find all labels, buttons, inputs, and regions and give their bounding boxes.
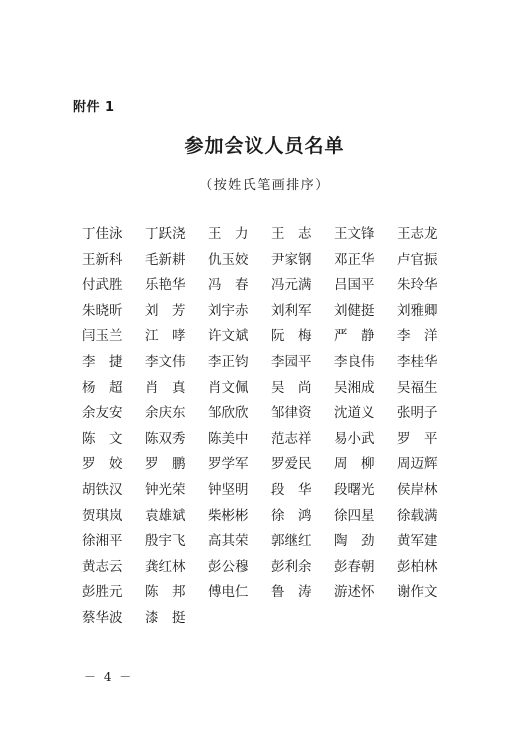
attendee-name: 许文斌: [208, 328, 249, 345]
attendee-name: 冯元满: [271, 277, 312, 294]
attendee-name: 彭公穆: [208, 558, 249, 575]
attendee-name: 张明子: [397, 405, 438, 422]
attendee-name: 罗 平: [397, 430, 438, 447]
attendee-name: 刘雅卿: [397, 302, 438, 319]
attendee-name: 陈双秀: [145, 430, 186, 447]
attendee-name: 吴 尚: [271, 379, 312, 396]
attendee-name: 肖 真: [145, 379, 186, 396]
attendee-name: 殷宇飞: [145, 533, 186, 550]
attendee-name: 胡铁汉: [82, 481, 123, 498]
attendee-name: 陶 劲: [334, 533, 375, 550]
attendee-name: 段 华: [271, 481, 312, 498]
attendee-name: 李良伟: [334, 353, 375, 370]
attendee-name: 李 洋: [397, 328, 438, 345]
attendee-name: 仇玉姣: [208, 251, 249, 268]
attendee-name: 袁雄斌: [145, 507, 186, 524]
attendee-name: 彭柏林: [397, 558, 438, 575]
attendee-name: 柴彬彬: [208, 507, 249, 524]
attendee-name: 杨 超: [82, 379, 123, 396]
attendee-name: 徐载满: [397, 507, 438, 524]
attendee-name: 王志龙: [397, 226, 438, 242]
attendee-name: 钟坚明: [208, 481, 249, 498]
attendee-name: 刘 芳: [145, 302, 186, 319]
attendee-name: 邹欣欣: [208, 405, 249, 422]
attendee-name: 黄军建: [397, 533, 438, 550]
attendee-name: 沈道义: [334, 405, 375, 422]
attendee-name: 毛新耕: [145, 251, 186, 268]
attendee-name: 徐四星: [334, 507, 375, 524]
attendee-name: 周迈辉: [397, 456, 438, 473]
attendee-name: 江 哮: [145, 328, 186, 345]
attendee-name: 李桂华: [397, 353, 438, 370]
attendee-name: 肖文佩: [208, 379, 249, 396]
attendee-name: 范志祥: [271, 430, 312, 447]
attendee-name: 陈 文: [82, 430, 123, 447]
attendee-name: 王 力: [208, 226, 249, 242]
attendee-name: 陈 邦: [145, 584, 186, 601]
attendee-name: 陈美中: [208, 430, 249, 447]
attendee-name: 漆 挺: [145, 609, 186, 626]
attendee-name: 徐湘平: [82, 533, 123, 550]
attendee-name: 罗爱民: [271, 456, 312, 473]
attendee-name: 黄志云: [82, 558, 123, 575]
attendee-name: 丁跃浇: [145, 226, 186, 242]
document-subtitle: （按姓氏笔画排序）: [199, 178, 330, 193]
attendee-name: 吴福生: [397, 379, 438, 396]
attendee-name: 朱晓昕: [82, 302, 123, 319]
attendee-name: 王新科: [82, 251, 123, 268]
attendee-name: 邹律资: [271, 405, 312, 422]
document-title: 参加会议人员名单: [184, 135, 345, 157]
attendee-name: 付武胜: [82, 277, 123, 294]
attendee-name: 邓正华: [334, 251, 375, 268]
attendee-name: 彭利余: [271, 558, 312, 575]
attendee-name: 傅电仁: [208, 584, 249, 601]
attendee-name: 谢作文: [397, 584, 438, 601]
attendee-name: 徐 鸿: [271, 507, 312, 524]
attendee-name: 王 志: [271, 226, 312, 242]
attendee-name: 彭春朝: [334, 558, 375, 575]
attendee-name: 李正钧: [208, 353, 249, 370]
attendee-name: 卢官振: [397, 251, 438, 268]
attendee-name: 刘健挺: [334, 302, 375, 319]
attendee-name: 尹家钢: [271, 251, 312, 268]
attendee-name: 鲁 涛: [271, 584, 312, 601]
attendee-name: 吴湘成: [334, 379, 375, 396]
attendee-name: 罗 姣: [82, 456, 123, 473]
attendee-name: 龚红林: [145, 558, 186, 575]
attendee-name: 钟光荣: [145, 481, 186, 498]
attendee-name: 郭继红: [271, 533, 312, 550]
attendee-name: 乐艳华: [145, 277, 186, 294]
attendee-name: 易小武: [334, 430, 375, 447]
attendee-name: 丁佳泳: [82, 226, 123, 242]
attachment-label: 附件 1: [73, 100, 115, 115]
attendee-name: 彭胜元: [82, 584, 123, 601]
attendee-name: 阮 梅: [271, 328, 312, 345]
attendee-name: 段曙光: [334, 481, 375, 498]
attendee-name: 余庆东: [145, 405, 186, 422]
attendee-name: 李 捷: [82, 353, 123, 370]
attendee-name: 朱玲华: [397, 277, 438, 294]
attendee-name: 周 柳: [334, 456, 375, 473]
page-number: － 4 －: [84, 670, 134, 684]
attendee-name: 严 静: [334, 328, 375, 345]
attendee-name: 李文伟: [145, 353, 186, 370]
attendee-name: 李园平: [271, 353, 312, 370]
attendee-name: 刘宇赤: [208, 302, 249, 319]
attendee-name: 贺琪岚: [82, 507, 123, 524]
attendee-name: 吕国平: [334, 277, 375, 294]
attendee-name: 王文锋: [334, 226, 375, 242]
attendee-name: 罗学军: [208, 456, 249, 473]
attendee-name: 蔡华波: [82, 609, 123, 626]
attendee-name-list: [82, 224, 460, 634]
attendee-name: 侯岸林: [397, 481, 438, 498]
attendee-name: 游述怀: [334, 584, 375, 601]
attendee-name: 刘利军: [271, 302, 312, 319]
attendee-name: 高其荣: [208, 533, 249, 550]
attendee-name: 闫玉兰: [82, 328, 123, 345]
attendee-name: 余友安: [82, 405, 123, 422]
attendee-name: 冯 春: [208, 277, 249, 294]
attendee-name: 罗 鹏: [145, 456, 186, 473]
